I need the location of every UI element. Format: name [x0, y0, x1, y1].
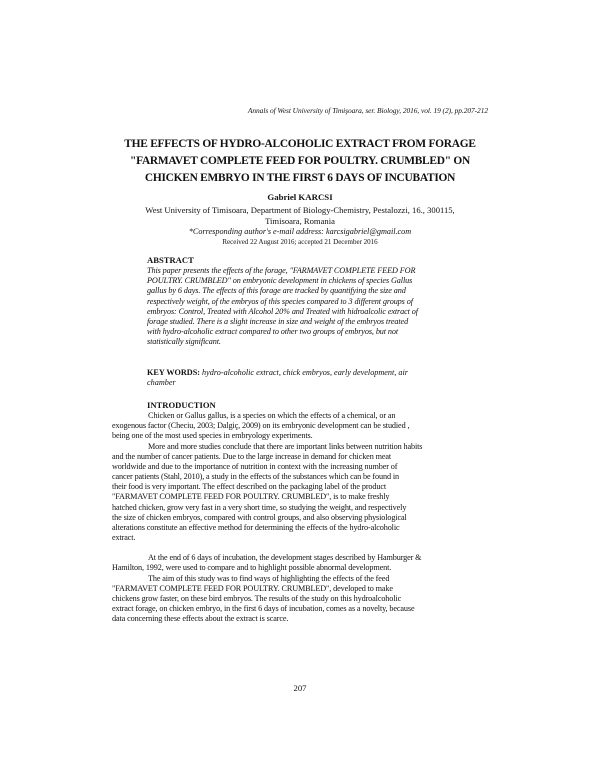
paragraph-line: "FARMAVET COMPLETE FEED FOR POULTRY. CRUMBLED", developed to make	[112, 584, 393, 594]
affiliation	[100, 205, 500, 227]
abstract-heading: ABSTRACT	[147, 255, 194, 265]
paragraph-line: More and more studies conclude that there are important links between nutrition habits	[148, 442, 423, 451]
paper-title	[60, 136, 540, 187]
paragraph-line: Hamilton, 1992, were used to compare and to highlight possible abnormal development.	[112, 563, 392, 573]
abstract-line: POULTRY. CRUMBLED" on embryonic development in chickens of species Gallus	[147, 276, 413, 286]
paragraph-line: data concerning these effects about the extract is scarce.	[112, 614, 289, 624]
paragraph-line: their food is very important. The effect described on the packaging label of the product	[112, 482, 387, 492]
keywords-line: chamber	[147, 378, 176, 388]
keywords-line	[147, 368, 493, 378]
paragraph-line: being one of the most used species in embryology experiments.	[112, 431, 313, 441]
keywords-label: KEY WORDS:	[147, 368, 200, 377]
page-number: 207	[293, 683, 307, 693]
paragraph-line: extract.	[112, 532, 136, 542]
paragraph-line: Chicken or Gallus gallus, is a species on which the effects of a chemical, or an	[148, 411, 396, 420]
author-name: Gabriel KARCSI	[267, 192, 333, 202]
paragraph-line: extract forage, on chicken embryo, in the first 6 days of incubation, comes as a novelty, because	[112, 604, 415, 614]
paragraph-line: exogenous factor (Checiu, 2003; Dalgiç, 2009) on its embryonic development can be studied ,	[112, 421, 410, 431]
paragraph-line: "FARMAVET COMPLETE FEED FOR POULTRY. CRUMBLED", is to make freshly	[112, 492, 390, 502]
title-line: "FARMAVET COMPLETE FEED FOR POULTRY. CRUMBLED" ON	[130, 155, 470, 167]
paragraph-line: worldwide and due to the importance of nutrition in context with the increasing number of	[112, 462, 398, 472]
introduction-heading: INTRODUCTION	[147, 400, 216, 410]
title-line: CHICKEN EMBRYO IN THE FIRST 6 DAYS OF INCUBATION	[144, 172, 456, 184]
journal-header: Annals of West University of Timişoara, ser. Biology, 2016, vol. 19 (2), pp.207-212	[247, 106, 488, 115]
abstract-text	[147, 266, 493, 348]
paragraph-line: and the number of cancer patients. Due to the large increase in demand for chicken meat	[112, 452, 392, 462]
paragraph-line: hatched chicken, grow very fast in a very short time, so studying the weight, and respectively	[112, 502, 407, 512]
abstract-line: with hydro-alcoholic extract compared to other two groups of embryos, but not	[147, 327, 399, 337]
abstract-line: respectively weight, of the embryos of this species compared to 3 different groups of	[147, 296, 413, 306]
paragraph-line: the size of chicken embryos, compared with control groups, and also observing physiological	[112, 512, 407, 522]
keywords	[147, 368, 493, 388]
paragraph	[112, 553, 490, 573]
paragraph-line: cancer patients (Stahl, 2010), a study in the effects of the substances which can be found in	[112, 472, 399, 482]
affiliation-line: West University of Timisoara, Department of Biology-Chemistry, Pestalozzi, 16., 300115,	[145, 205, 455, 215]
abstract-line: gallus by 6 days. The effects of this forage are tracked by quantifying the size and	[147, 286, 406, 296]
paragraph-line: alterations constitute an effective method for determining the effects of the hydro-alcoholic	[112, 522, 400, 532]
paragraph-line: At the end of 6 days of incubation, the development stages described by Hamburger &	[148, 553, 422, 562]
paragraph-line: The aim of this study was to find ways of highlighting the effects of the feed	[148, 574, 390, 583]
title-line: THE EFFECTS OF HYDRO-ALCOHOLIC EXTRACT FROM FORAGE	[124, 138, 476, 150]
abstract-line: This paper presents the effects of the forage, "FARMAVET COMPLETE FEED FOR	[147, 266, 416, 275]
paragraph-line: chickens grow faster, on these bird embryos. The results of the study on this hydroalcoholic	[112, 594, 402, 604]
paragraph	[112, 574, 490, 624]
paragraph	[112, 411, 490, 441]
keywords-text: hydro-alcoholic extract, chick embryos, early development, air	[202, 368, 408, 377]
received-dates: Received 22 August 2016; accepted 21 December 2016	[222, 238, 378, 246]
affiliation-line: Timisoara, Romania	[265, 216, 335, 226]
abstract-line: embryos: Control, Treated with Alcohol 20% and Treated with hidroalcolic extract of	[147, 306, 418, 316]
abstract-line: forage studied. There is a slight increase in size and weight of the embryos treated	[147, 317, 409, 327]
abstract-line: statistically significant.	[147, 337, 221, 347]
corresponding-email: *Corresponding author's e-mail address: karcsigabriel@gmail.com	[188, 227, 412, 236]
paragraph	[112, 442, 490, 543]
